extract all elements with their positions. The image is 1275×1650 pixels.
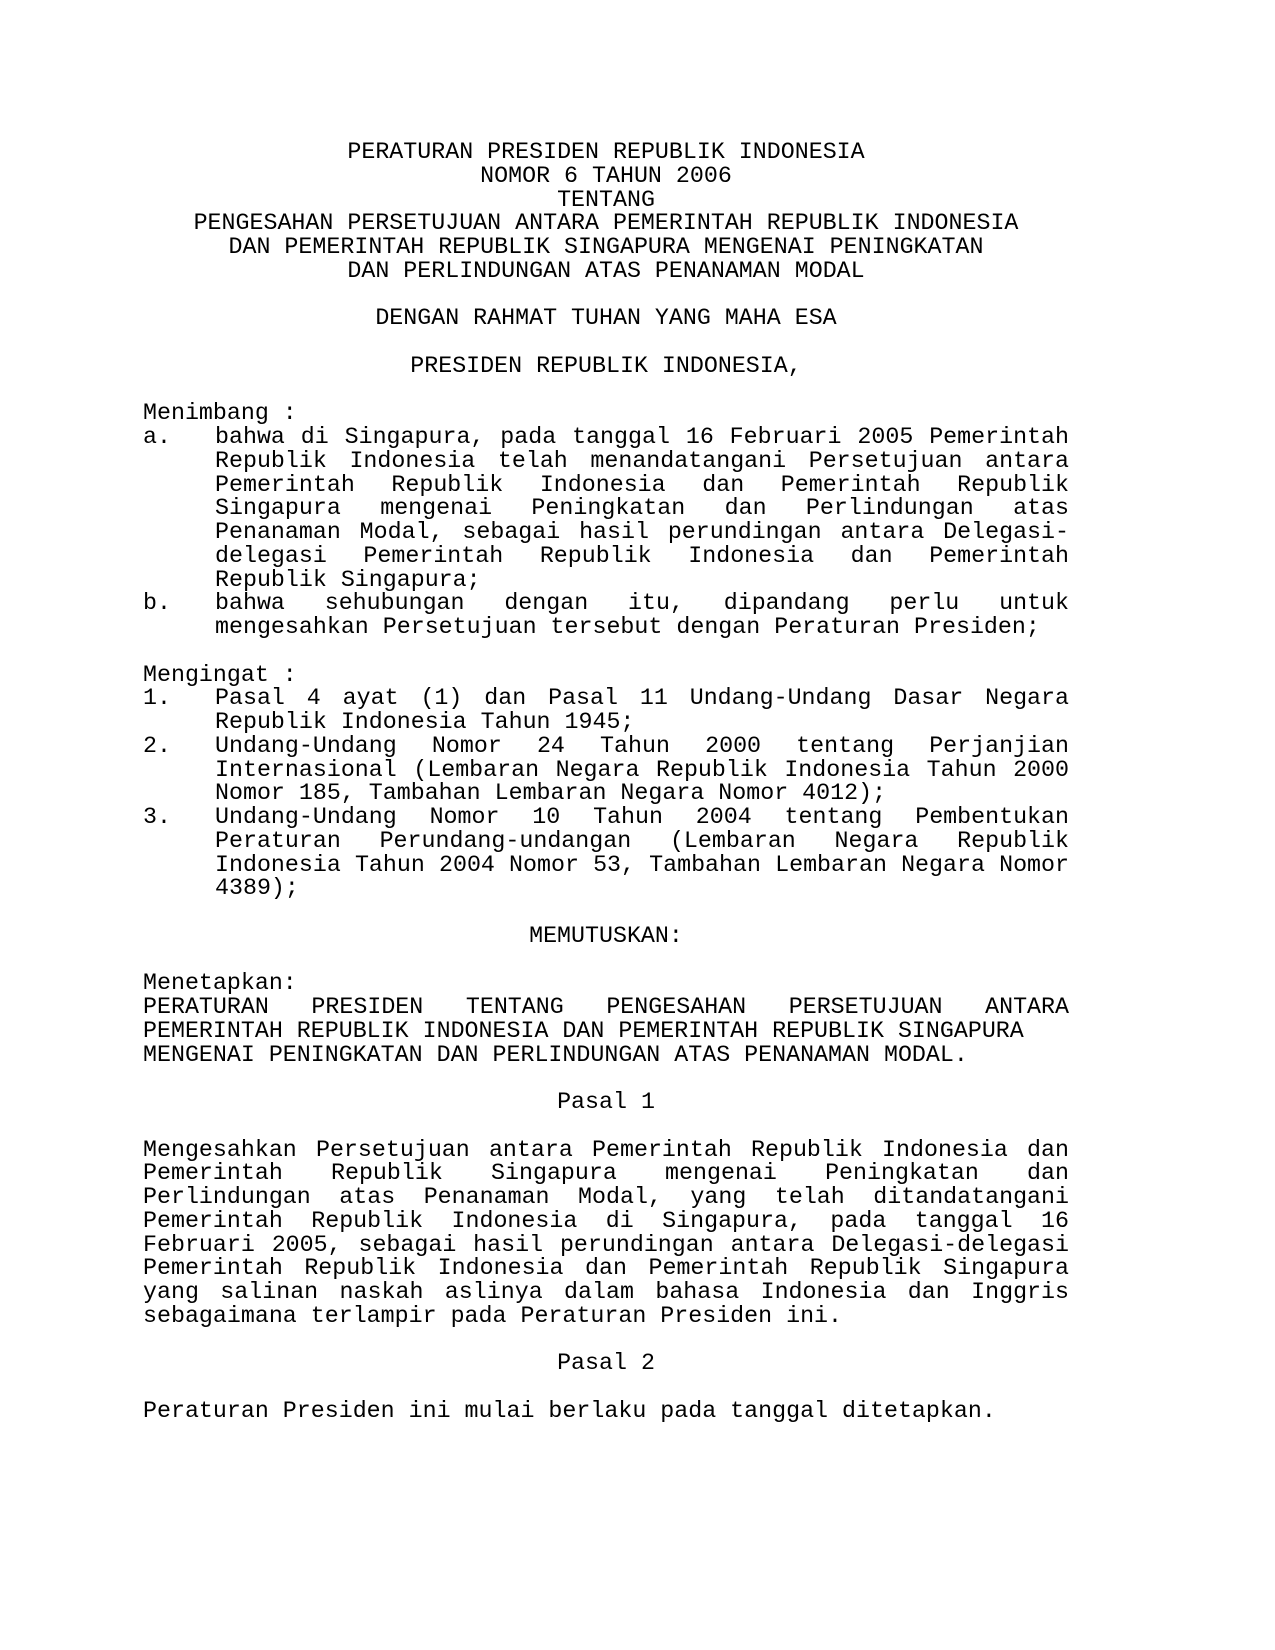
menetapkan-text: [143, 996, 1069, 1067]
text-line: Republik Indonesia Tahun 1945;: [215, 709, 635, 735]
pasal-2-heading: Pasal 2: [557, 1350, 655, 1377]
text-line: delegasi Pemerintah Republik Indonesia dan Pemerintah: [215, 542, 1069, 569]
text-line: Pemerintah Republik Indonesia di Singapura, pada tanggal 16: [143, 1207, 1069, 1234]
text-line: Peraturan Perundang-undangan (Lembaran Negara Republik: [215, 827, 1069, 854]
title-line: DAN PEMERINTAH REPUBLIK SINGAPURA MENGENAI PENINGKATAN: [228, 234, 984, 260]
item-number: a.: [143, 424, 171, 450]
title-line: DAN PERLINDUNGAN ATAS PENANAMAN MODAL: [347, 257, 865, 284]
item-number: 2.: [143, 732, 171, 759]
list-item: [143, 806, 1069, 901]
list-item: [143, 687, 1069, 735]
text-line: Pasal 4 ayat (1) dan Pasal 11 Undang-Undang Dasar Negara: [215, 685, 1069, 712]
text-line: MENGENAI PENINGKATAN DAN PERLINDUNGAN ATAS PENANAMAN MODAL.: [143, 1041, 968, 1068]
text-line: Pemerintah Republik Indonesia dan Pemerintah Republik: [215, 471, 1069, 498]
text-line: Penanaman Modal, sebagai hasil perundingan antara Delegasi-: [215, 519, 1069, 545]
item-text: [215, 592, 1069, 640]
text-line: Mengesahkan Persetujuan antara Pemerintah Republik Indonesia dan: [143, 1136, 1069, 1163]
title-line: NOMOR 6 TAHUN 2006: [480, 162, 732, 189]
item-text: [215, 806, 1069, 901]
invocation: DENGAN RAHMAT TUHAN YANG MAHA ESA: [375, 305, 837, 332]
text-line: bahwa sehubungan dengan itu, dipandang perlu untuk: [215, 590, 1069, 617]
text-line: Undang-Undang Nomor 24 Tahun 2000 tentang Perjanjian: [215, 732, 1069, 759]
list-item: [143, 592, 1069, 640]
text-line: Nomor 185, Tambahan Lembaran Negara Nomor 4012);: [215, 780, 887, 807]
pasal-1-heading: Pasal 1: [557, 1089, 655, 1115]
list-item: [143, 426, 1069, 592]
item-number: b.: [143, 590, 171, 617]
text-line: Republik Singapura;: [215, 566, 481, 593]
title-line: TENTANG: [557, 186, 655, 213]
text-line: bahwa di Singapura, pada tanggal 16 Februari 2005 Pemerintah: [215, 424, 1069, 450]
item-text: [215, 687, 1069, 735]
memutuskan-heading: MEMUTUSKAN:: [529, 922, 683, 949]
document-page: [143, 141, 1069, 1424]
text-line: yang salinan naskah aslinya dalam bahasa Indonesia dan Inggris: [143, 1279, 1069, 1305]
menetapkan-heading: Menetapkan:: [143, 970, 297, 997]
president-heading: PRESIDEN REPUBLIK INDONESIA,: [410, 352, 802, 379]
text-line: Singapura mengenai Peningkatan dan Perlindungan atas: [215, 495, 1069, 522]
text-line: mengesahkan Persetujuan tersebut dengan Peraturan Presiden;: [215, 614, 1040, 640]
item-text: [215, 426, 1069, 592]
text-line: Internasional (Lembaran Negara Republik Indonesia Tahun 2000: [215, 756, 1069, 783]
pasal-2-body: Peraturan Presiden ini mulai berlaku pada tanggal ditetapkan.: [143, 1397, 996, 1424]
list-item: [143, 732, 1069, 807]
pasal-1-body: [143, 1136, 1069, 1329]
text-line: sebagaimana terlampir pada Peraturan Presiden ini.: [143, 1302, 843, 1329]
title-line: PENGESAHAN PERSETUJUAN ANTARA PEMERINTAH REPUBLIK INDONESIA: [193, 210, 1019, 237]
mengingat-list: [143, 687, 1069, 901]
document-title: [143, 141, 1069, 284]
menimbang-heading: Menimbang :: [143, 400, 297, 427]
item-text: [215, 732, 1069, 807]
text-line: PERATURAN PRESIDEN TENTANG PENGESAHAN PERSETUJUAN ANTARA: [143, 994, 1069, 1020]
text-line: PEMERINTAH REPUBLIK INDONESIA DAN PEMERINTAH REPUBLIK SINGAPURA: [143, 1017, 1024, 1044]
item-number: 3.: [143, 804, 171, 830]
text-line: 4389);: [215, 875, 299, 902]
text-line: Republik Indonesia telah menandatangani Persetujuan antara: [215, 447, 1069, 474]
text-line: Perlindungan atas Penanaman Modal, yang telah ditandatangani: [143, 1184, 1069, 1210]
mengingat-heading: Mengingat :: [143, 661, 297, 688]
text-line: Indonesia Tahun 2004 Nomor 53, Tambahan Lembaran Negara Nomor: [215, 851, 1069, 878]
text-line: Februari 2005, sebagai hasil perundingan antara Delegasi-delegasi: [143, 1231, 1069, 1258]
title-line: PERATURAN PRESIDEN REPUBLIK INDONESIA: [347, 139, 865, 165]
menimbang-list: [143, 426, 1069, 640]
text-line: Undang-Undang Nomor 10 Tahun 2004 tentang Pembentukan: [215, 804, 1069, 830]
text-line: Pemerintah Republik Singapura mengenai Peningkatan dan: [143, 1160, 1069, 1187]
item-number: 1.: [143, 685, 171, 712]
text-line: Pemerintah Republik Indonesia dan Pemerintah Republik Singapura: [143, 1255, 1069, 1282]
